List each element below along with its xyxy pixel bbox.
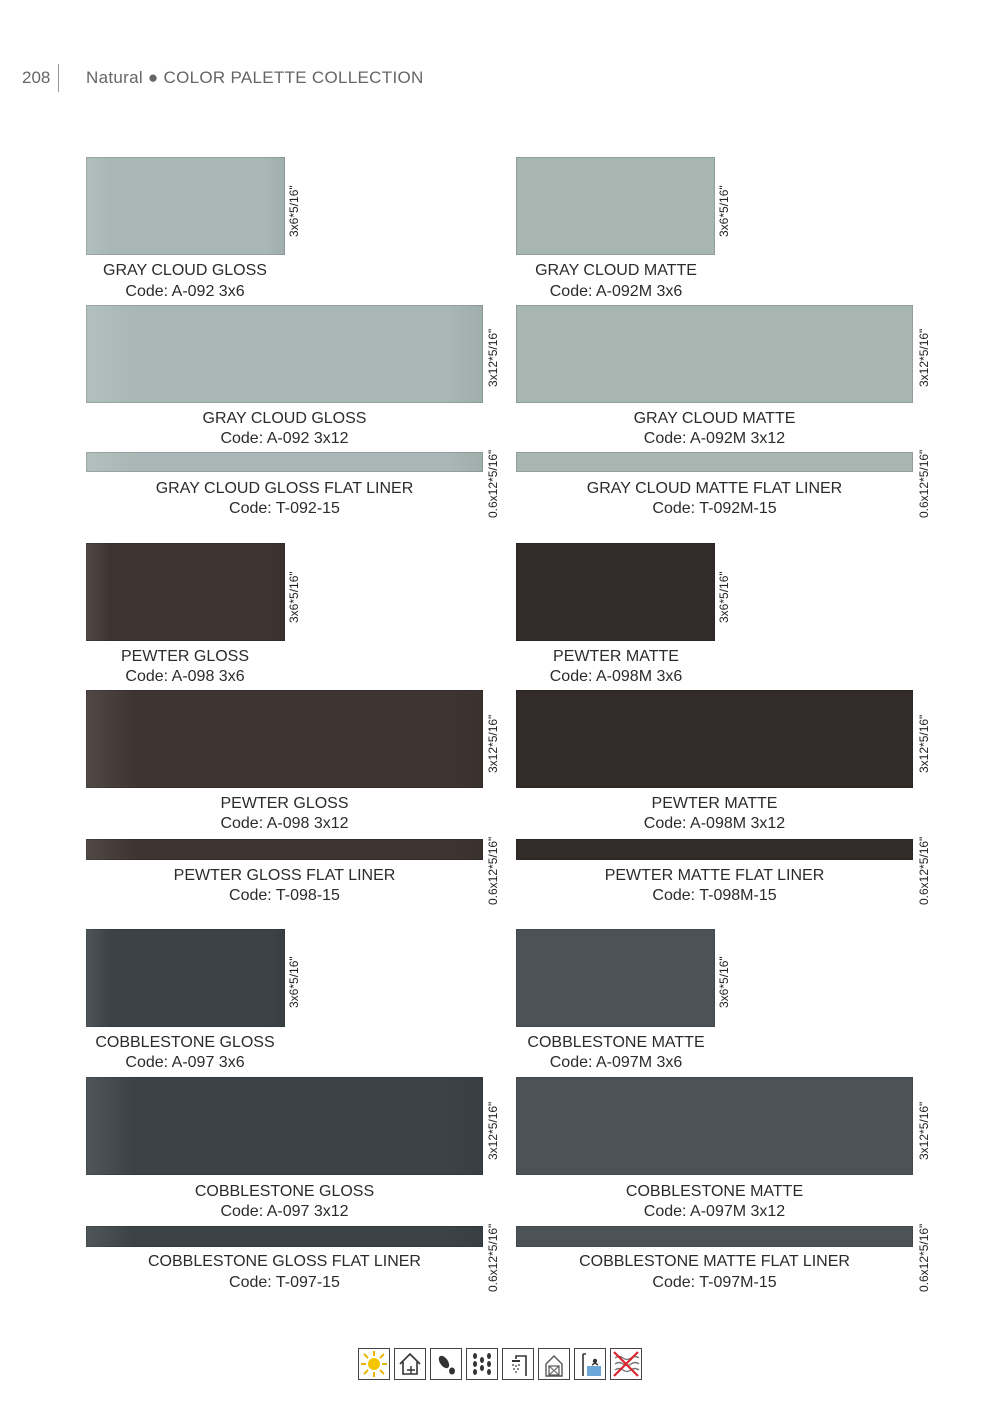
tile-code: Code: A-097M 3x6	[549, 1054, 683, 1071]
tile-code: Code: T-092M-15	[652, 500, 777, 517]
size-label: 3x12*5/16"	[486, 714, 500, 773]
tile-swatch-cobblestone-matte-3x6	[516, 929, 715, 1027]
tile-name: GRAY CLOUD MATTE FLAT LINER	[586, 480, 843, 497]
no-freeze-icon	[610, 1348, 642, 1380]
page-title: Natural ● COLOR PALETTE COLLECTION	[86, 68, 424, 87]
size-label: 0.6x12*5/16"	[917, 1223, 931, 1292]
tile-name: PEWTER GLOSS	[120, 648, 250, 665]
usage-icons	[358, 1348, 642, 1380]
size-label: 0.6x12*5/16"	[486, 449, 500, 518]
tile-code: Code: A-098 3x6	[125, 668, 245, 685]
size-label: 3x12*5/16"	[917, 714, 931, 773]
size-label: 3x6*5/16"	[287, 185, 301, 237]
tile-name: GRAY CLOUD GLOSS FLAT LINER	[155, 480, 414, 497]
tile-swatch-cobblestone-gloss-3x12	[86, 1077, 483, 1175]
tile-name: COBBLESTONE MATTE	[527, 1034, 705, 1051]
tile-swatch-cobblestone-gloss-liner	[86, 1226, 483, 1247]
tile-name: GRAY CLOUD MATTE	[535, 262, 697, 279]
tile-code: Code: A-097M 3x12	[643, 1203, 786, 1220]
foot-icon	[430, 1348, 462, 1380]
tile-name: COBBLESTONE MATTE	[625, 1183, 804, 1200]
size-label: 0.6x12*5/16"	[917, 449, 931, 518]
tile-code: Code: A-092 3x6	[125, 283, 245, 300]
tile-swatch-pewter-matte-liner	[516, 839, 913, 860]
tile-swatch-cobblestone-matte-liner	[516, 1226, 913, 1247]
tile-code: Code: A-092M 3x12	[643, 430, 786, 447]
tile-name: GRAY CLOUD GLOSS	[103, 262, 267, 279]
tile-swatch-gray-cloud-gloss-3x12	[86, 305, 483, 403]
page-number: 208	[22, 68, 51, 87]
tile-name: COBBLESTONE GLOSS	[95, 1034, 275, 1051]
size-label: 3x6*5/16"	[287, 571, 301, 623]
size-label: 3x6*5/16"	[717, 185, 731, 237]
steam-room-icon	[538, 1348, 570, 1380]
header-divider	[58, 64, 59, 92]
tile-code: Code: A-092M 3x6	[549, 283, 683, 300]
tile-swatch-gray-cloud-matte-liner	[516, 452, 913, 472]
tile-swatch-cobblestone-matte-3x12	[516, 1077, 913, 1175]
sun-icon	[358, 1348, 390, 1380]
tile-swatch-cobblestone-gloss-3x6	[86, 929, 285, 1027]
tile-code: Code: A-098 3x12	[220, 815, 349, 832]
size-label: 3x12*5/16"	[917, 1101, 931, 1160]
tile-name: GRAY CLOUD MATTE	[633, 410, 796, 427]
size-label: 3x12*5/16"	[917, 328, 931, 387]
tile-code: Code: A-097 3x6	[125, 1054, 245, 1071]
size-label: 3x6*5/16"	[717, 571, 731, 623]
tile-code: Code: T-092-15	[229, 500, 340, 517]
tile-swatch-gray-cloud-matte-3x12	[516, 305, 913, 403]
tile-name: PEWTER MATTE	[553, 648, 679, 665]
size-label: 3x6*5/16"	[287, 956, 301, 1008]
size-label: 3x6*5/16"	[717, 956, 731, 1008]
shower-icon	[502, 1348, 534, 1380]
tile-name: PEWTER GLOSS FLAT LINER	[173, 867, 396, 884]
tile-swatch-gray-cloud-gloss-3x6	[86, 157, 285, 255]
footprints-icon	[466, 1348, 498, 1380]
tile-name: COBBLESTONE MATTE FLAT LINER	[579, 1253, 850, 1270]
tile-code: Code: T-097-15	[229, 1274, 340, 1291]
tile-code: Code: A-098M 3x6	[549, 668, 683, 685]
tile-swatch-pewter-gloss-3x6	[86, 543, 285, 641]
tile-code: Code: A-098M 3x12	[643, 815, 786, 832]
tile-swatch-gray-cloud-gloss-liner	[86, 452, 483, 472]
size-label: 0.6x12*5/16"	[917, 836, 931, 905]
tile-code: Code: T-098-15	[229, 887, 340, 904]
size-label: 3x12*5/16"	[486, 328, 500, 387]
tile-swatch-pewter-gloss-3x12	[86, 690, 483, 788]
tile-code: Code: A-097 3x12	[220, 1203, 349, 1220]
tile-swatch-pewter-matte-3x12	[516, 690, 913, 788]
tile-code: Code: T-097M-15	[652, 1274, 777, 1291]
tile-name: PEWTER MATTE	[651, 795, 778, 812]
size-label: 3x12*5/16"	[486, 1101, 500, 1160]
tile-swatch-pewter-gloss-liner	[86, 839, 483, 860]
tile-name: GRAY CLOUD GLOSS	[202, 410, 367, 427]
tile-name: PEWTER GLOSS	[220, 795, 349, 812]
size-label: 0.6x12*5/16"	[486, 836, 500, 905]
tile-swatch-gray-cloud-matte-3x6	[516, 157, 715, 255]
house-icon	[394, 1348, 426, 1380]
tile-name: COBBLESTONE GLOSS	[194, 1183, 375, 1200]
tile-code: Code: A-092 3x12	[220, 430, 349, 447]
tile-swatch-pewter-matte-3x6	[516, 543, 715, 641]
size-label: 0.6x12*5/16"	[486, 1223, 500, 1292]
tile-name: PEWTER MATTE FLAT LINER	[604, 867, 825, 884]
tile-code: Code: T-098M-15	[652, 887, 777, 904]
tile-name: COBBLESTONE GLOSS FLAT LINER	[148, 1253, 421, 1270]
pool-icon	[574, 1348, 606, 1380]
